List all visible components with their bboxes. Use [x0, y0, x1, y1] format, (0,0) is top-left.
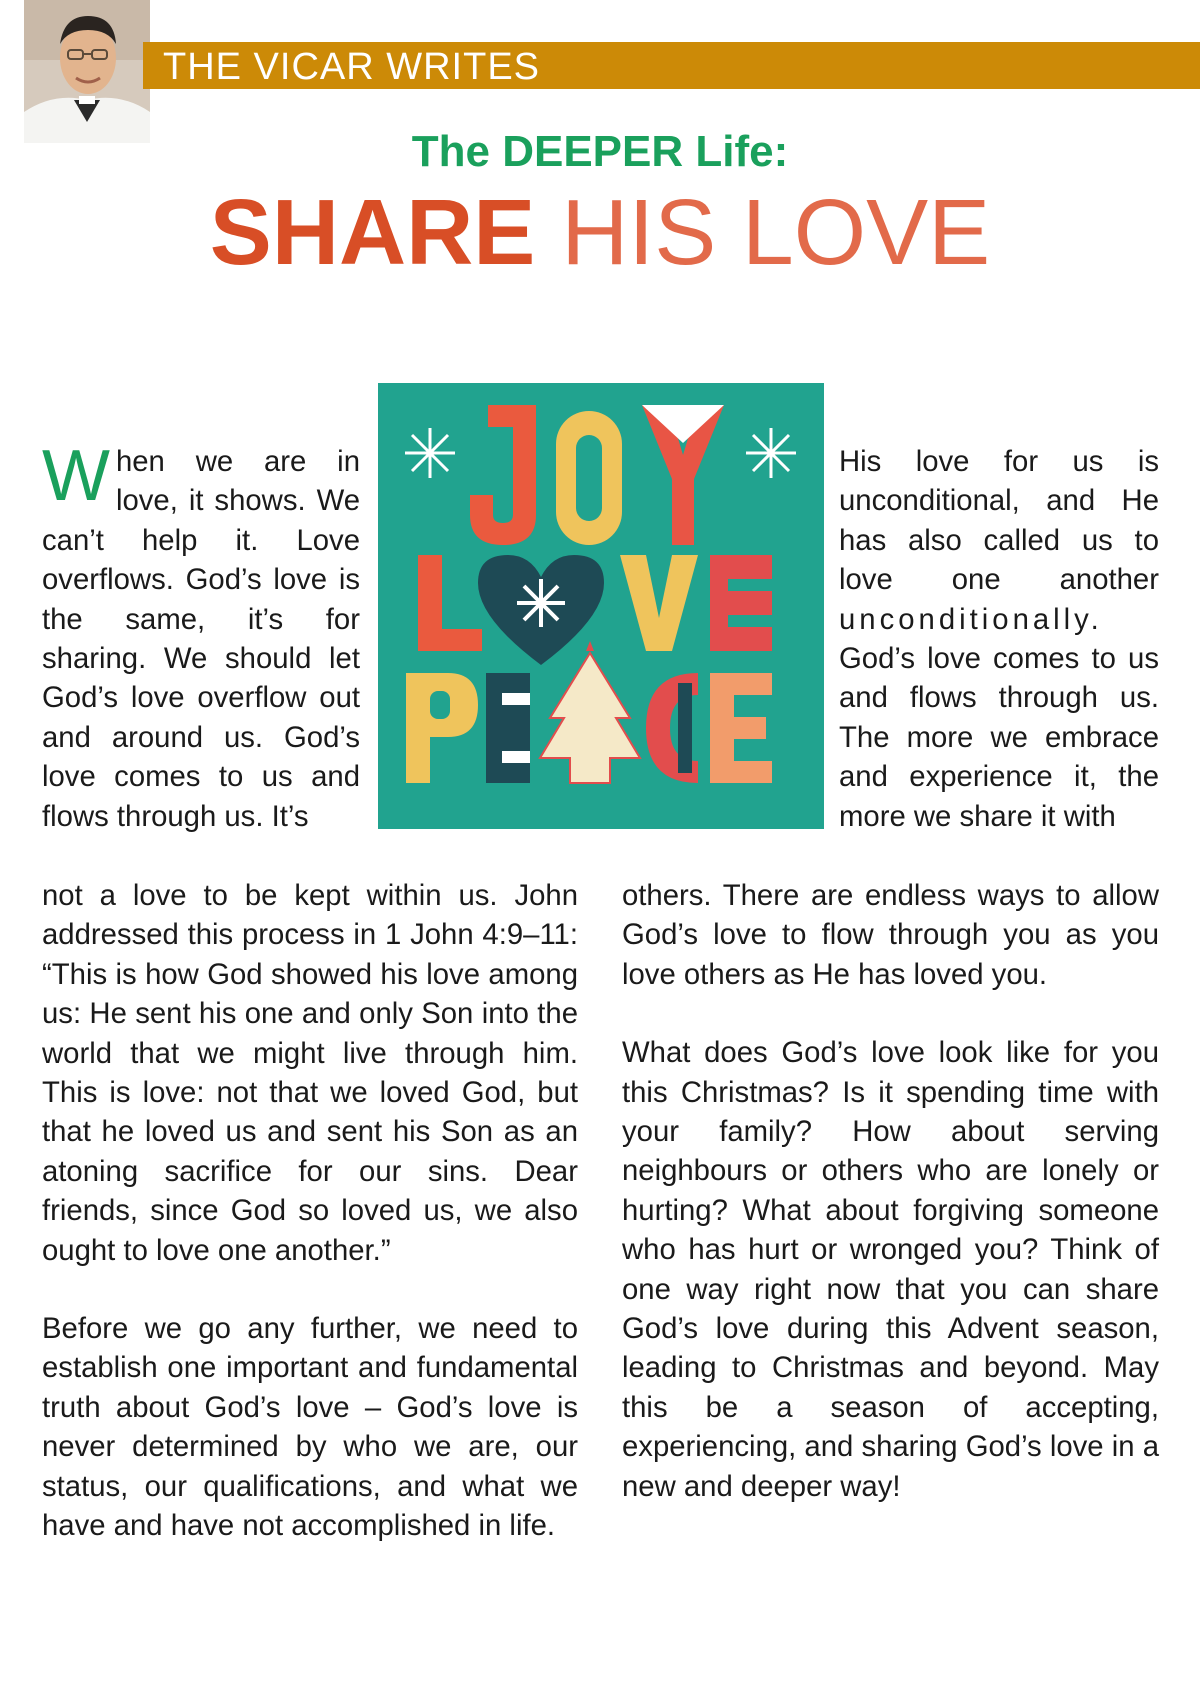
portrait-illustration	[24, 0, 150, 143]
left-column	[42, 876, 578, 1546]
intro-paragraph	[42, 436, 360, 836]
right-intro-part-b: unconditionally.	[839, 602, 1103, 636]
right-intro-part-c: God’s love comes to us and flows through us. The more we embrace and experience it, the more we share it with	[839, 642, 1159, 833]
left-paragraph-2: Before we go any further, we need to establish one important and fundamental truth about God’s love – God’s love is never determined by who we are, our status, our qualifications, and what we have and have not accomplished in life.	[42, 1312, 578, 1543]
intro-body: love, it shows. We can’t help it. Love overflows. God’s love is the same, it’s for sharing. We should let God’s love overflow out and around us. God’s love comes to us and flows through us. It’s	[42, 484, 360, 833]
snowflake-icon	[405, 428, 455, 478]
right-intro-part-a: His love for us is unconditional, and He has also called us to love one another	[839, 445, 1159, 597]
right-column	[622, 876, 1159, 1506]
vicar-portrait-photo	[24, 0, 150, 143]
right-column-intro	[839, 442, 1159, 836]
intro-first-line: hen we are in	[115, 445, 360, 478]
right-paragraph-continued: others. There are endless ways to allow God’s love to flow through you as you love others as He has loved you.	[622, 879, 1159, 991]
article-title	[0, 180, 1200, 284]
section-banner	[143, 42, 1200, 89]
left-column-intro	[42, 436, 360, 836]
right-paragraph-2: What does God’s love look like for you this Christmas? Is it spending time with your family? How about serving neighbours or others who are lonely or hurting? What about forgiving someone who has hurt or wronged you? Think of one way right now that you can share God’s love during this Advent season, leading to Christmas and beyond. May this be a season of accepting, experiencing, and sharing God’s love in a new and deeper way!	[622, 1036, 1159, 1503]
joy-love-peace-illustration	[378, 383, 824, 829]
section-label: THE VICAR WRITES	[163, 46, 541, 88]
title-bold-part: SHARE	[209, 180, 536, 284]
title-light-part: HIS LOVE	[561, 180, 991, 284]
left-paragraph-continued: not a love to be kept within us. John addressed this process in 1 John 4:9–11: “This is how God showed his love among us: He sent his one and only Son into the world that we might live through him. This is love: not that we loved God, but that he loved us and sent his Son as an atoning sacrifice for our sins. Dear friends, since God so loved us, we also ought to love one another.”	[42, 879, 578, 1267]
snowflake-icon	[746, 428, 796, 478]
right-intro-paragraph	[839, 442, 1159, 836]
article-subtitle: The DEEPER Life:	[411, 127, 789, 176]
holiday-lettering-art	[378, 383, 824, 829]
drop-cap: W	[42, 436, 110, 516]
